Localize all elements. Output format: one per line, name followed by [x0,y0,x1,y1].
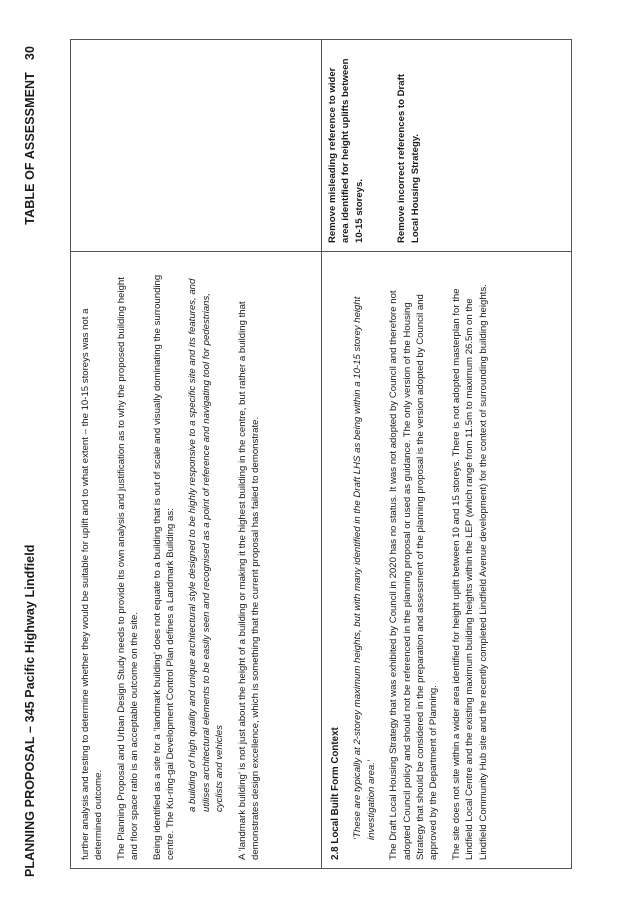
document-title: PLANNING PROPOSAL – 345 Pacific Highway Lindfield [23,544,37,877]
row2-action-cell [326,48,451,243]
row1-quote: a building of high quality and unique architectural style designed to be highly responsive to a specific site and its features, and utilises architectural elements to be easily seen and recognised as a point of reference and navigating tool for pedestrians, cyclists and vehicles [187,278,226,812]
row2-quote: ‘These are typically at 2-storey maximum heights, but with many identified in the Draft LHS as being within a 10-15 storey height investigation area.’ [352,296,377,840]
row1-paragraph: further analysis and testing to determine whether they would be suitable for uplift and to what extent – the 10-15 storeys was not a determined outcome. [80,308,105,860]
header-right [0,46,60,225]
row1-paragraph: A ‘landmark building’ is not just about the height of a building or making it the highest building in the centre, but rather a building that demonstrates design excellence, which is something that the current proposal has failed to demonstrate. [236,301,262,860]
row2-heading: 2.8 Local Built Form Context [330,727,341,860]
row1-paragraph: Being identified as a site for a ‘landmark building’ does not equate to a building that is out of scale and visually dominating the surrounding centre. The Ku-ring-gai Development Control Plan defines a Landmark Building as: [151,274,177,860]
action-item: Remove incorrect references to Draft Local Housing Strategy. [396,73,421,243]
page-number: 30 [23,46,37,61]
section-title: TABLE OF ASSESSMENT [23,72,37,225]
row2-paragraph: The Draft Local Housing Strategy that was exhibited by Council in 2020 has no status. It was not adopted by Council and therefore not adopted Council policy and should not be referenced in the planning proposal or used as guidance. The only version of the Housing Strategy that should be considered in the preparation and assessment of the planning proposal is the version adopted by Council and approved by the Department of Planning. [388,290,440,860]
assessment-table [70,39,572,869]
action-item: Remove misleading reference to wider area identified for height uplifts between 10-15 storeys. [327,58,365,243]
row2-paragraph: The site does not site within a wider area identified for height uplift between 10 and 15 storeys. There is not adopted masterplan for the Lindfield Local Centre and the existing maximum building heights within the LEP (which range from 11.5m to maximum 26.5m on the Lindfield Community Hub site and the recently completed Lindfield Avenue development) for the context of surrounding building heights. [450,284,489,860]
row1-comment-cell [79,264,271,860]
row1-paragraph: The Planning Proposal and Urban Design Study needs to provide its own analysis and justification as to why the proposed building height and floor space ratio is an acceptable outcome on the site. [115,277,141,860]
row2-comment-cell [329,264,499,860]
row-divider [321,40,322,868]
